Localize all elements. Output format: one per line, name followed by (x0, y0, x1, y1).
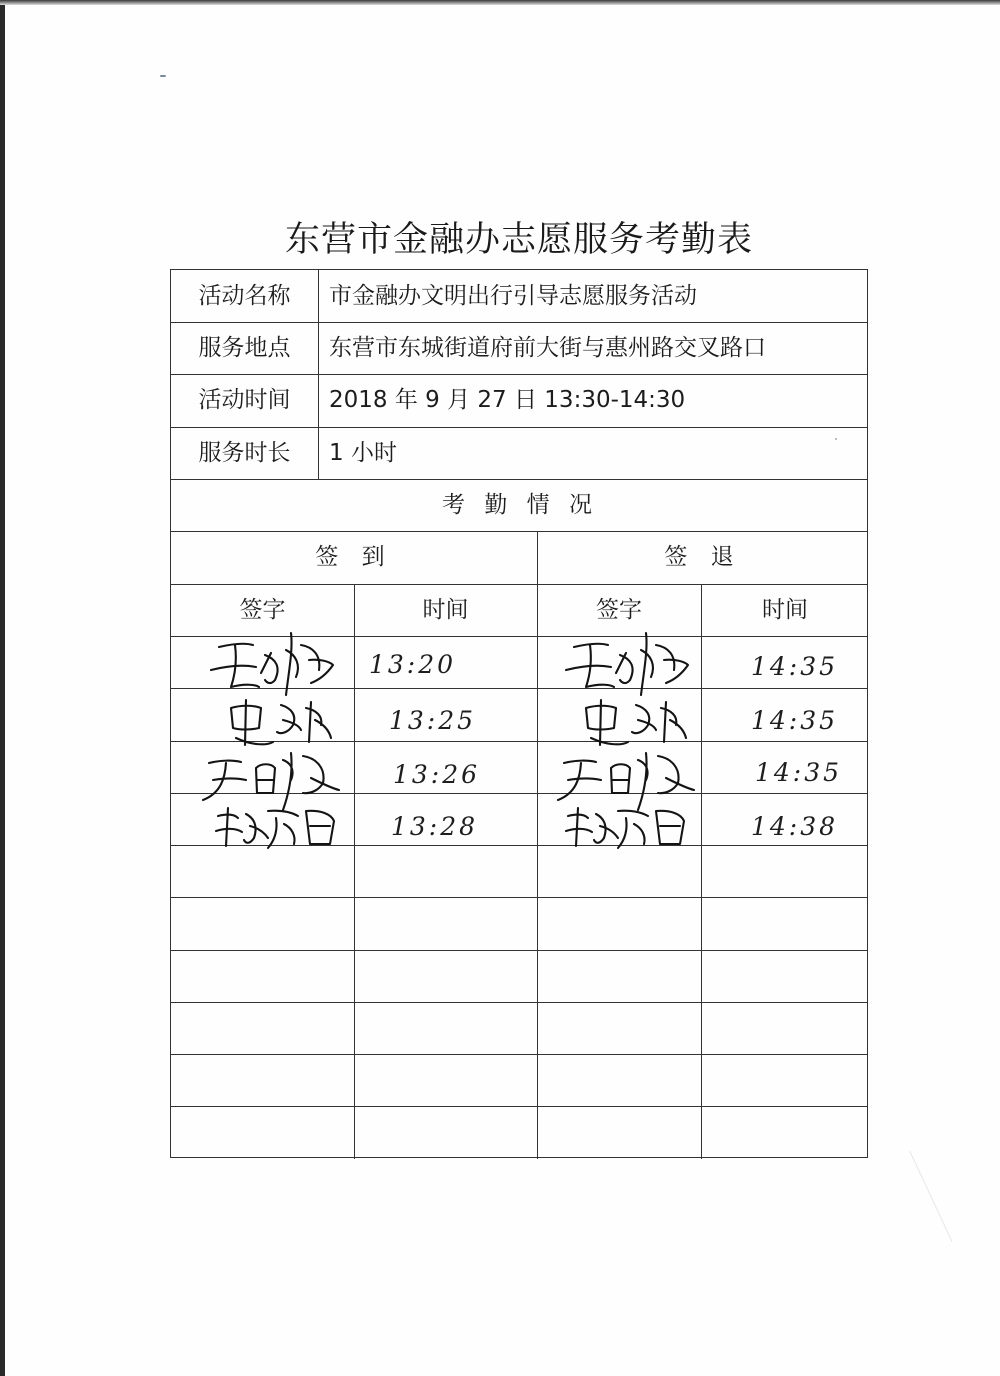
service-location-value: 东营市东城街道府前大街与惠州路交叉路口 (329, 335, 766, 361)
row-divider (171, 1054, 867, 1055)
sign-in-time-1: 13:20 (369, 650, 457, 679)
sign-in-time-3: 13:26 (393, 760, 481, 789)
document-title: 东营市金融办志愿服务考勤表 (284, 220, 753, 260)
scan-edge-top (0, 0, 1000, 5)
signature-4-sign-out (556, 796, 706, 856)
scan-speck (160, 75, 166, 77)
service-duration-value: 1 小时 (329, 440, 397, 466)
signature-1-sign-in (201, 625, 351, 700)
service-duration-label: 服务时长 (198, 440, 291, 466)
service-location-label: 服务地点 (198, 335, 291, 361)
activity-time-value: 2018 年 9 月 27 日 13:30-14:30 (329, 387, 686, 413)
attendance-form-table (170, 269, 868, 1158)
row-divider (171, 897, 867, 898)
sign-in-time-2: 13:25 (389, 706, 477, 735)
sign-in-signature-header: 签字 (239, 597, 286, 623)
row-divider (171, 1106, 867, 1107)
signature-1-sign-out (556, 625, 706, 700)
signature-4-sign-in (206, 796, 356, 856)
info-column-divider (318, 270, 319, 479)
sign-out-time-4: 14:38 (751, 812, 839, 841)
sign-out-time-3: 14:35 (755, 758, 843, 787)
activity-name-value: 市金融办文明出行引导志愿服务活动 (329, 283, 697, 309)
sign-out-signature-header: 签字 (596, 597, 642, 623)
sign-out-time-header: 时间 (762, 597, 808, 623)
sign-out-time-1: 14:35 (751, 652, 839, 681)
sign-in-column-divider (354, 584, 355, 1159)
row-divider (171, 950, 867, 951)
row-divider (171, 1002, 867, 1003)
sign-in-header: 签 到 (315, 544, 393, 570)
activity-name-label: 活动名称 (198, 283, 291, 309)
activity-time-label: 活动时间 (198, 387, 291, 413)
attendance-section-title: 考 勤 情 况 (442, 492, 598, 518)
sign-in-time-header: 时间 (422, 597, 469, 623)
scan-edge-left (0, 0, 5, 1376)
sign-out-time-2: 14:35 (751, 706, 839, 735)
sign-out-header: 签 退 (664, 544, 742, 570)
sign-in-time-4: 13:28 (391, 812, 479, 841)
